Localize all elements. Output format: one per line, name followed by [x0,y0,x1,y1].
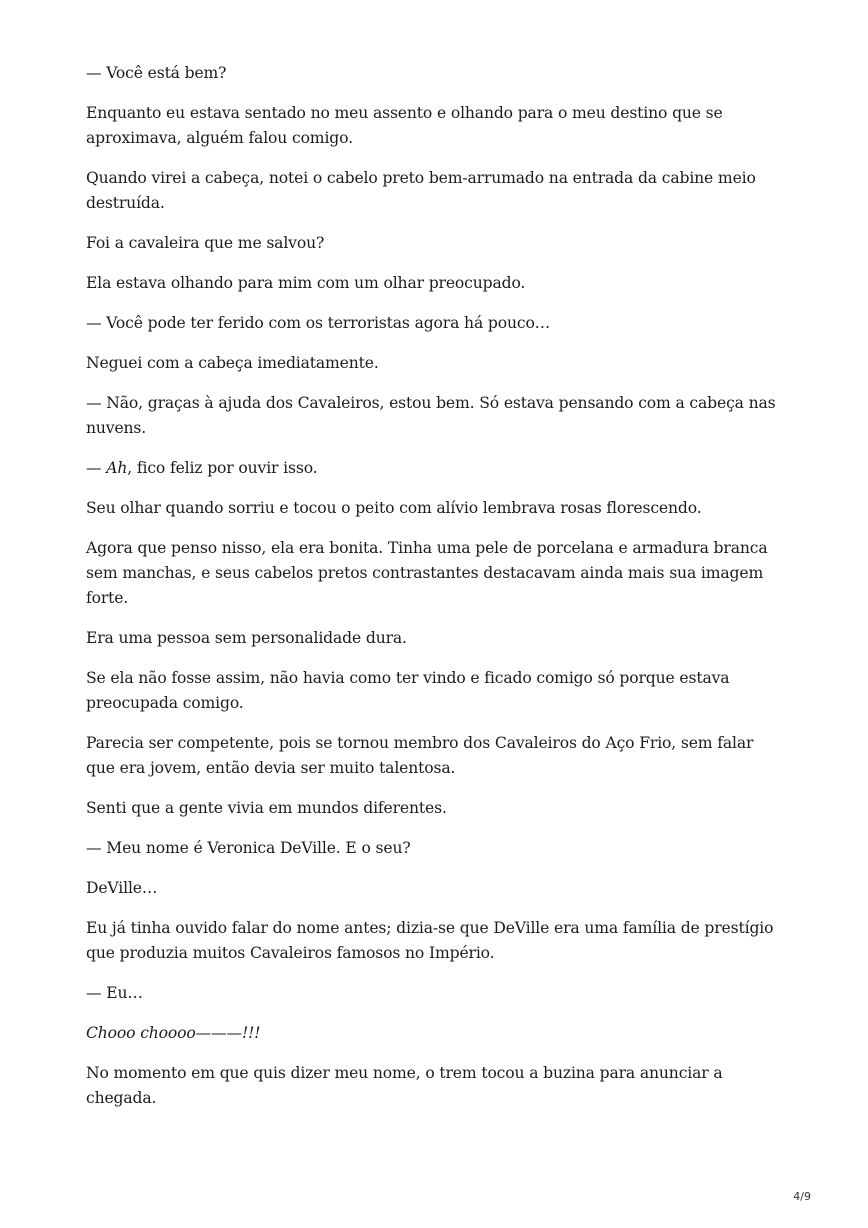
paragraph-5: Ela estava olhando para mim com um olhar preocupado. [86,274,526,292]
paragraph-10: Seu olhar quando sorriu e tocou o peito com alívio lembrava rosas florescendo. [86,499,702,517]
paragraph-9-prefix: — [86,459,107,477]
paragraph-21: No momento em que quis dizer meu nome, o trem tocou a buzina para anunciar a chegada. [86,1064,723,1107]
paragraph-18: Eu já tinha ouvido falar do nome antes; dizia-se que DeVille era uma família de prestígio que produzia muitos Cavaleiros famosos no Império. [86,919,774,962]
paragraph-6: — Você pode ter ferido com os terroristas agora há pouco… [86,314,551,332]
paragraph-14: Parecia ser competente, pois se tornou membro dos Cavaleiros do Aço Frio, sem falar que era jovem, então devia ser muito talentosa. [86,734,754,777]
paragraph-9-suffix: , fico feliz por ouvir isso. [127,459,318,477]
paragraph-4: Foi a cavaleira que me salvou? [86,234,325,252]
paragraph-13: Se ela não fosse assim, não havia como ter vindo e ficado comigo só porque estava preocupada comigo. [86,669,730,712]
paragraph-17: DeVille… [86,879,158,897]
paragraph-16: — Meu nome é Veronica DeVille. E o seu? [86,839,411,857]
paragraph-15: Senti que a gente vivia em mundos diferentes. [86,799,447,817]
paragraph-7: Neguei com a cabeça imediatamente. [86,354,379,372]
paragraph-8: — Não, graças à ajuda dos Cavaleiros, estou bem. Só estava pensando com a cabeça nas nuvens. [86,394,776,437]
paragraph-2: Enquanto eu estava sentado no meu assento e olhando para o meu destino que se aproximava, alguém falou comigo. [86,104,723,147]
paragraph-1: — Você está bem? [86,64,227,82]
paragraph-20-sound-effect: Chooo choooo———!!! [86,1024,261,1042]
paragraph-19: — Eu… [86,984,143,1002]
paragraph-11: Agora que penso nisso, ela era bonita. Tinha uma pele de porcelana e armadura branca sem manchas, e seus cabelos pretos contrastantes destacavam ainda mais sua imagem forte. [86,539,768,607]
document-body [86,61,786,1126]
paragraph-9 [86,456,786,481]
page-number: 4/9 [793,1190,811,1203]
paragraph-9-emphasis: Ah [106,459,128,477]
paragraph-3: Quando virei a cabeça, notei o cabelo preto bem-arrumado na entrada da cabine meio destruída. [86,169,756,212]
paragraph-12: Era uma pessoa sem personalidade dura. [86,629,407,647]
